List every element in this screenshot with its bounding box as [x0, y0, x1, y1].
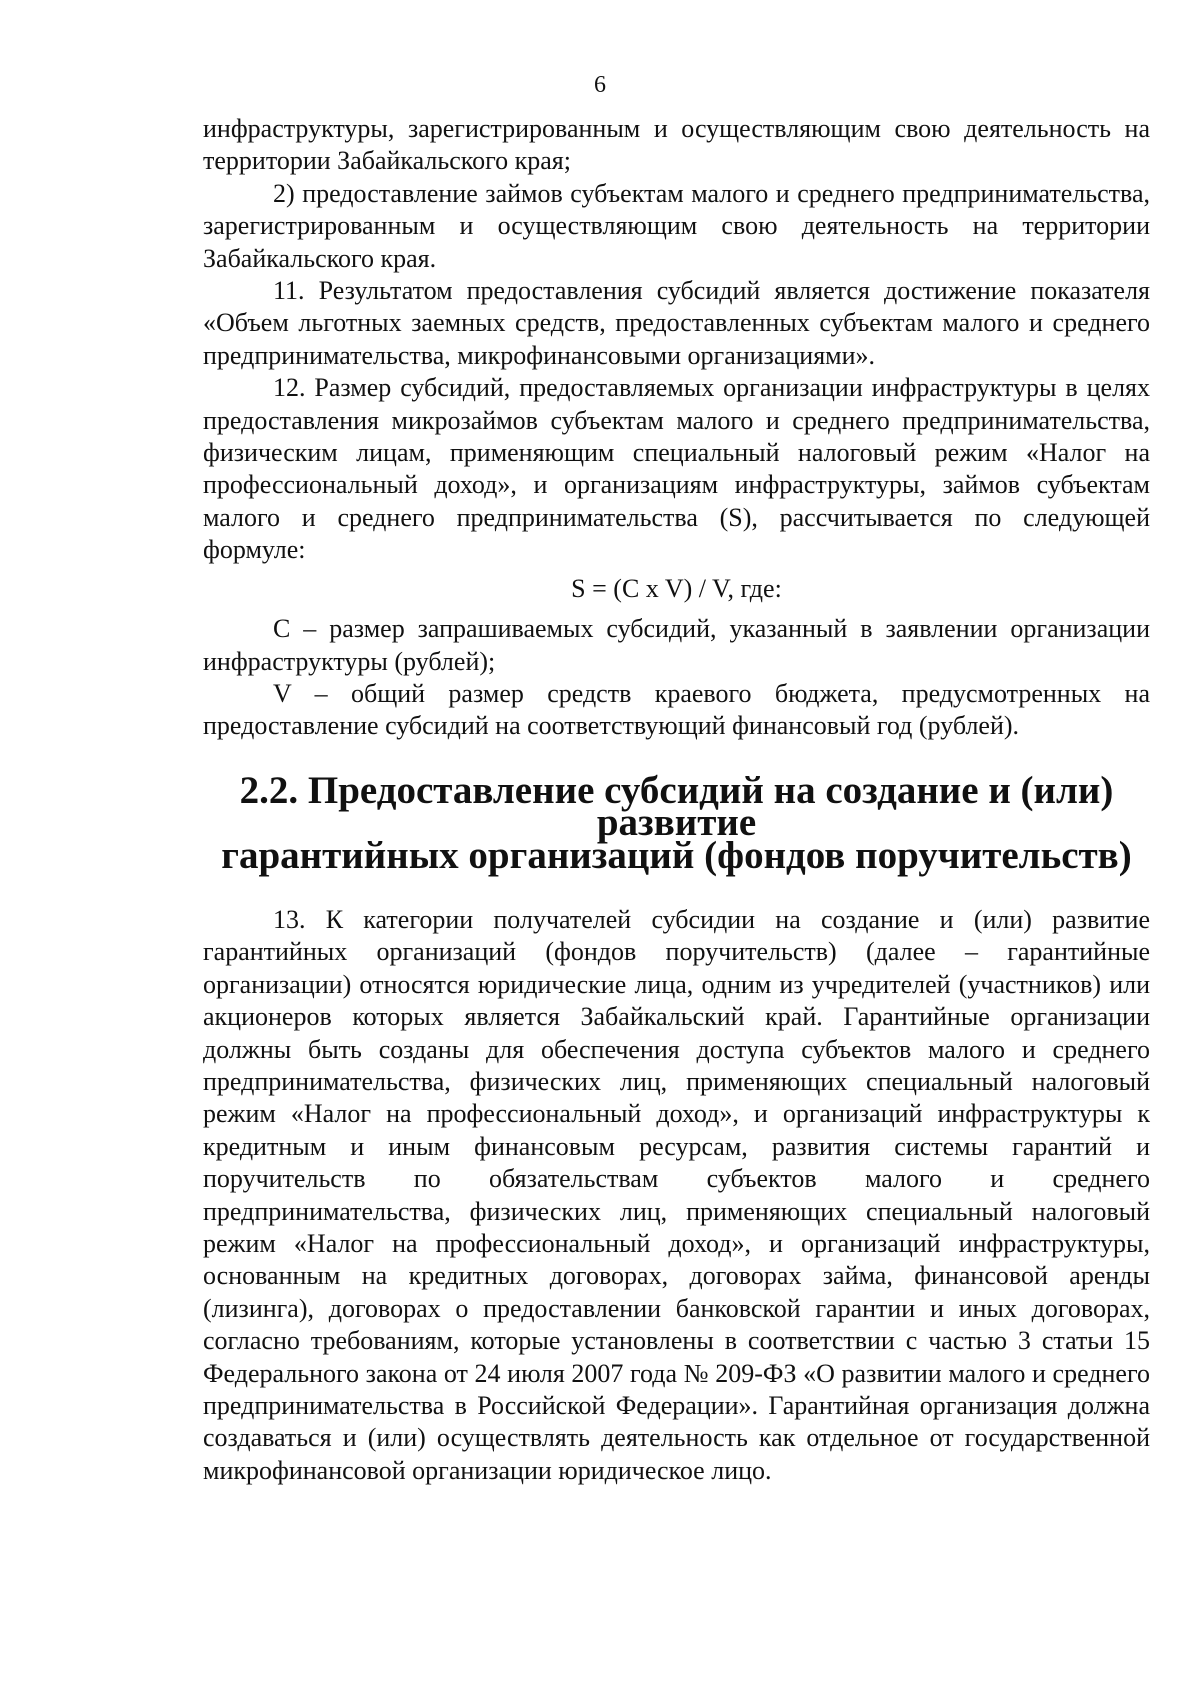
section-heading-line-1: 2.2. Предоставление субсидий на создание и (или) развитие [239, 768, 1114, 845]
page-number: 6 [594, 72, 606, 98]
formula: S = (C x V) / V, где: [571, 573, 782, 603]
section-heading-line-2: гарантийных организаций (фондов поручительств) [221, 833, 1132, 877]
section-heading [203, 768, 1150, 877]
paragraph-continuation: инфраструктуры, зарегистрированным и осуществляющим свою деятельность на территории Забайкальского края; [203, 114, 1150, 176]
paragraph-13: 13. К категории получателей субсидии на создание и (или) развитие гарантийных организаций (фондов поручительств) (далее – гарантийные организации) относятся юридические лица, одним из учредителей (участников) или акционеров которых является Забайкальский край. Гарантийные организации должны быть созданы для обеспечения доступа субъектов малого и среднего предпринимательства, физических лиц, применяющих специальный налоговый режим «Налог на профессиональный доход», и организаций инфраструктуры к кредитным и иным финансовым ресурсам, развития системы гарантий и поручительств по обязательствам субъектов малого и среднего предпринимательства, физических лиц, применяющих специальный налоговый режим «Налог на профессиональный доход», и организаций инфраструктуры, основанным на кредитных договорах, договорах займа, финансовой аренды (лизинга), договорах о предоставлении банковской гарантии и иных договорах, согласно требованиям, которые установлены в соответствии с частью 3 статьи 15 Федерального закона от 24 июля 2007 года № 209-ФЗ «О развитии малого и среднего предпринимательства в Российской Федерации». Гарантийная организация должна создаваться и (или) осуществлять деятельность как отдельное от государственной микрофинансовой организации юридическое лицо. [203, 904, 1150, 1485]
paragraph-12: 12. Размер субсидий, предоставляемых организации инфраструктуры в целях предоставления микрозаймов субъектам малого и среднего предпринимательства, физическим лицам, применяющим специальный налоговый режим «Налог на профессиональный доход», и организациям инфраструктуры, займов субъектам малого и среднего предпринимательства (S), рассчитывается по следующей формуле: [203, 373, 1150, 565]
definition-v: V – общий размер средств краевого бюджета, предусмотренных на предоставление субсидий на соответствующий финансовый год (рублей). [203, 678, 1150, 741]
document-body [203, 113, 1150, 1487]
paragraph-11: 11. Результатом предоставления субсидий является достижение показателя «Объем льготных заемных средств, предоставленных субъектам малого и среднего предпринимательства, микрофинансовыми организациями». [203, 276, 1150, 370]
definition-c: C – размер запрашиваемых субсидий, указанный в заявлении организации инфраструктуры (рублей); [203, 614, 1150, 676]
paragraph-item-2: 2) предоставление займов субъектам малого и среднего предпринимательства, зарегистрированным и осуществляющим свою деятельность на территории Забайкальского края. [203, 178, 1150, 273]
